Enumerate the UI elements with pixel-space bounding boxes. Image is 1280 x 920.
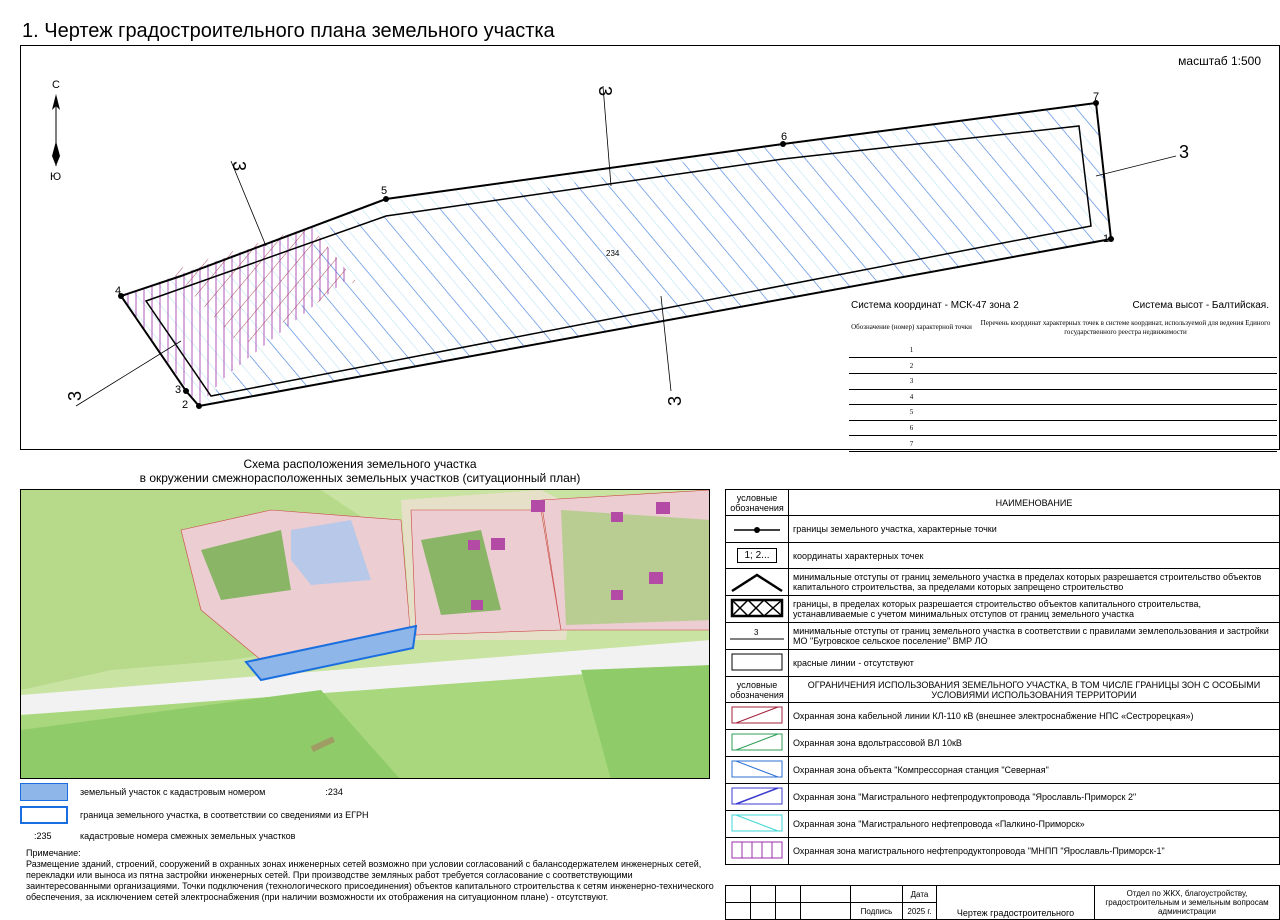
situation-map-graphic [21, 490, 710, 779]
point-label-6: 6 [781, 131, 788, 143]
point-label-1: 1 [1103, 233, 1110, 245]
restrictions-header: ОГРАНИЧЕНИЯ ИСПОЛЬЗОВАНИЯ ЗЕМЕЛЬНОГО УЧАСТКА, В ТОМ ЧИСЛЕ ГРАНИЦЫ ЗОН С ОСОБЫМИ УСЛОВИЯМИ ИСПОЛЬЗОВАНИЯ ТЕРРИТОРИИ [789, 677, 1280, 703]
boundary-swatch [20, 806, 68, 824]
table-row: 4 [849, 389, 1277, 405]
point-label-7: 7 [1093, 91, 1100, 103]
legend-col-name: НАИМЕНОВАНИЕ [789, 490, 1280, 516]
note: Примечание: Размещение зданий, строений, сооружений в охранных зонах инженерных сетей возможно при условии согласований с балансодержателем инженерных сетей, перекладки или выноса из пятна застройки инженерных сетей. При производстве земляных работ требуется согласование с соответствующими заинтересованными организациями. Точки подключения (технологического присоединения) объектов капитального строительства к сетям инженерно-технического обеспечения, за исключением сетей электроснабжения (при наличии возможности их отображения на ситуационном плане) - отсутствуют. [26, 848, 714, 902]
setback-label-2: 3 [595, 86, 615, 97]
scheme-title: Схема расположения земельного участка в окружении смежнорасположенных земельных участков (ситуационный план) [139, 457, 581, 485]
parcel-number: 234 [606, 249, 620, 258]
setback-label-5: 3 [665, 395, 685, 406]
point-label-3: 3 [175, 384, 182, 396]
south-label: Ю [50, 171, 62, 183]
table-row: 7 [849, 436, 1277, 452]
north-label: С [52, 79, 60, 91]
height-system-label: Система высот - Балтийская. [1132, 300, 1269, 311]
legend-boundary: граница земельного участка, в соответствии со сведениями из ЕГРН [20, 806, 369, 824]
drawing-frame [20, 45, 1280, 450]
page-title: 1. Чертеж градостроительного плана земельного участка [22, 20, 555, 42]
table-row: 5 [849, 405, 1277, 421]
table-row: 1 [849, 343, 1277, 358]
setback-label-3: 3 [1179, 142, 1190, 162]
point-label-5: 5 [381, 185, 388, 197]
setback-label-1: 3 [229, 161, 249, 172]
legend-adjacent: :235 кадастровые номера смежных земельных участков [34, 831, 296, 841]
title-block: Дата Чертеж градостроительного Отдел по ЖКХ, благоустройству, градостроительным и земельным вопросам администрации Подпись 2025 г. [725, 885, 1280, 920]
legend-col-sym: условные обозначения [726, 490, 789, 516]
parcel-swatch [20, 783, 68, 801]
table-head-1: Обозначение (номер) характерной точки [851, 323, 972, 332]
table-row: 3 [849, 374, 1277, 390]
table-row: 6 [849, 420, 1277, 436]
north-arrow-icon [52, 94, 60, 166]
coord-system-label: Система координат - МСК-47 зона 2 [851, 300, 1019, 311]
point-label-4: 4 [115, 285, 122, 297]
table-row: 2 [849, 358, 1277, 374]
legend-parcel: земельный участок с кадастровым номером :234 [20, 783, 343, 801]
table-head-2: Перечень координат характерных точек в системе координат, используемой для ведения Единого государственного реестра недвижимости [980, 318, 1271, 336]
situation-map [20, 489, 710, 779]
scale-label: масштаб 1:500 [1178, 54, 1261, 68]
coordinates-table [849, 312, 1277, 452]
setback-label-4: 3 [65, 390, 85, 401]
legend-table: условные обозначения НАИМЕНОВАНИЕ границы земельного участка, характерные точки 1; 2... координаты характерных точек минимальные отступы от границ земельного участка в пределах которых разрешается строительство объектов капитального строительства, за пределами которых запрещено строительство границы, в пределах которых разрешается строительство объектов капитального строительства, устанавливаемые с учетом минимальных отступов от границ земельного участка 3 минимальные отступы от границ земельного участка в соответствии с правилами землепользования и застройки МО "Бугровское сельское поселение" ВМР ЛО красные линии - отсутствуют условные обозначения ОГРАНИЧЕНИЯ ИСПОЛЬЗОВАНИЯ ЗЕМЕЛЬНОГО УЧАСТКА, В ТОМ ЧИСЛЕ ГРАНИЦЫ ЗОН С ОСОБЫМИ УСЛОВИЯМИ ИСПОЛЬЗОВАНИЯ ТЕРРИТОРИИ Охранная зона кабельной линии КЛ-110 кВ (внешнее электроснабжение НПС «Сестрорецкая») Охранная зона вдольтрассовой ВЛ 10кВ Охранная зона объекта "Компрессорная станция "Северная" Охранная зона "Магистрального нефтепродуктопровода "Ярославль-Приморск 2" Охранная зона "Магистрального нефтепровода «Палкино-Приморск» Охранная зона магистрального нефтепродуктопровода "МНПП "Ярославль-Приморск-1" [725, 489, 1280, 865]
point-label-2: 2 [182, 399, 189, 411]
svg-text:3: 3 [754, 628, 759, 637]
